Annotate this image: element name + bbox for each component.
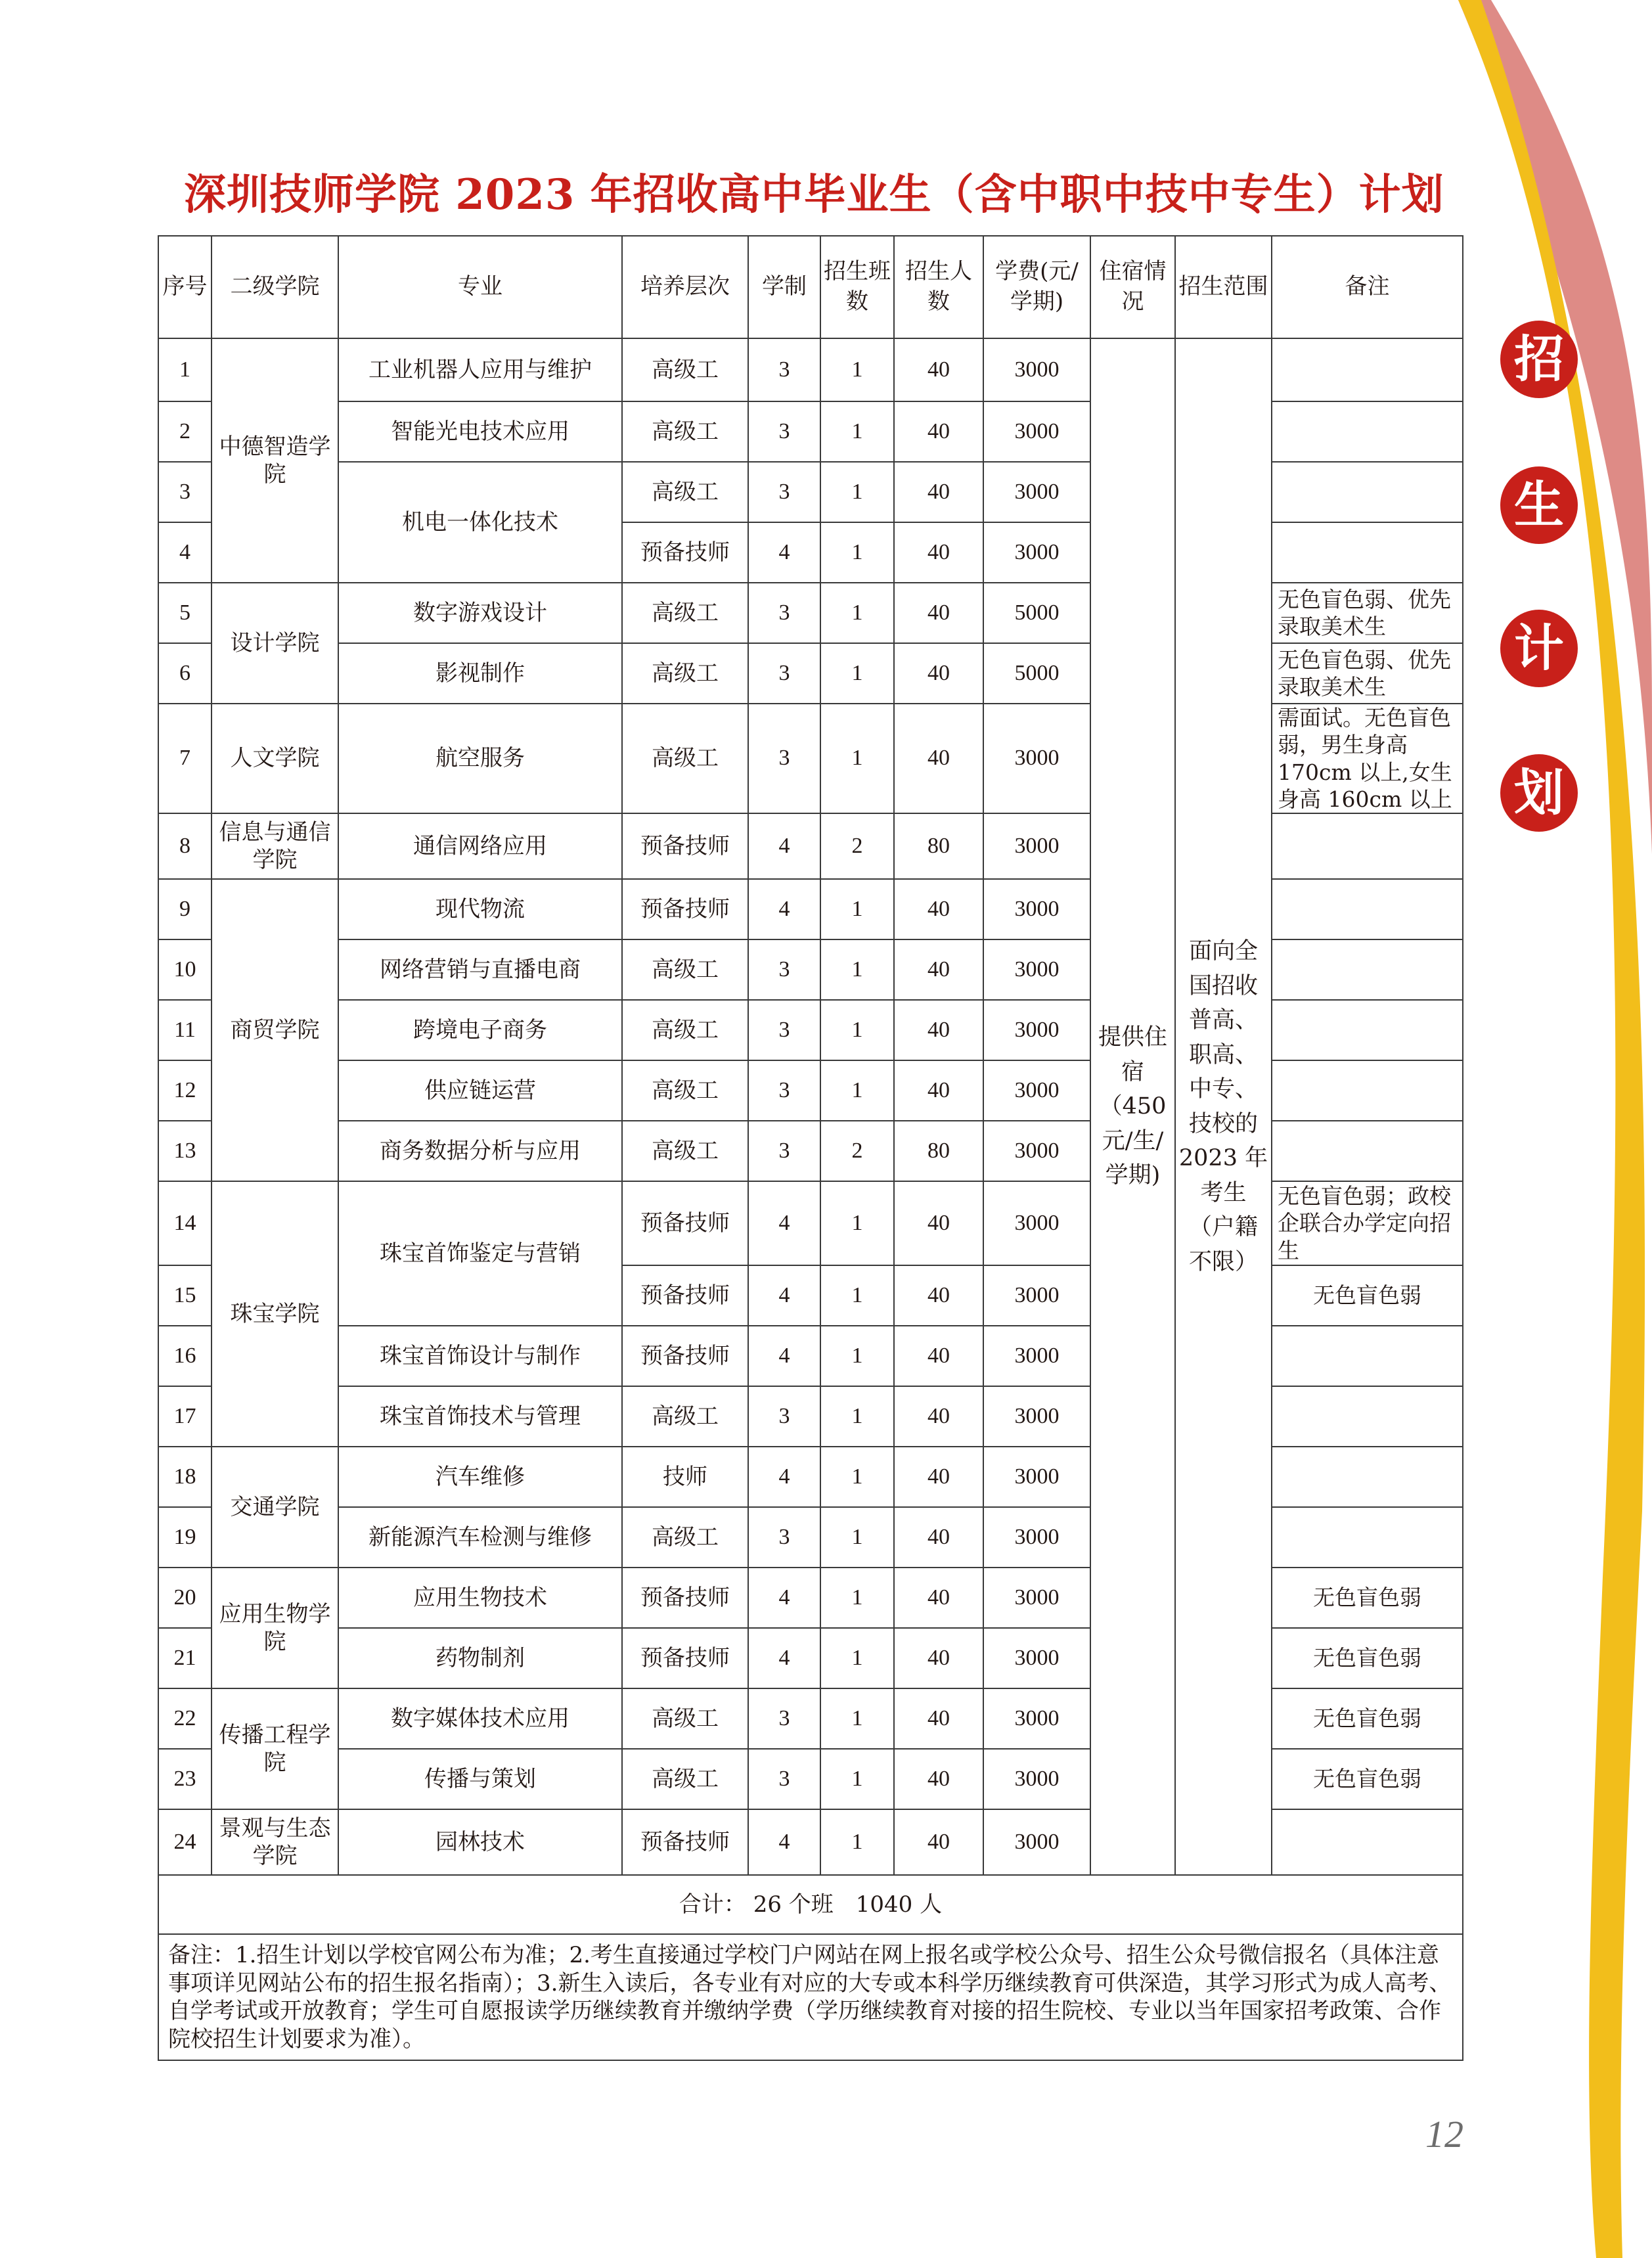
years-cell: 4: [748, 1181, 820, 1265]
students-cell: 40: [894, 1000, 983, 1060]
major-cell: 应用生物技术: [338, 1568, 622, 1628]
row-seq: 2: [158, 401, 212, 462]
college-cell: 信息与通信学院: [212, 813, 338, 879]
remark-cell: [1272, 1060, 1463, 1121]
header-level: 培养层次: [622, 236, 748, 338]
students-cell: 40: [894, 338, 983, 401]
level-cell: 预备技师: [622, 1809, 748, 1875]
students-cell: 40: [894, 939, 983, 1000]
row-seq: 9: [158, 879, 212, 939]
major-cell: 传播与策划: [338, 1749, 622, 1809]
fee-cell: 3000: [983, 1628, 1090, 1688]
years-cell: 3: [748, 1000, 820, 1060]
row-seq: 21: [158, 1628, 212, 1688]
level-cell: 高级工: [622, 643, 748, 704]
row-seq: 5: [158, 583, 212, 643]
remark-cell: 需面试。无色盲色弱，男生身高170cm 以上,女生身高 160cm 以上: [1272, 704, 1463, 813]
level-cell: 高级工: [622, 1749, 748, 1809]
years-cell: 4: [748, 1628, 820, 1688]
row-seq: 11: [158, 1000, 212, 1060]
notes-row: [158, 1934, 1463, 2060]
years-cell: 4: [748, 813, 820, 879]
years-cell: 3: [748, 401, 820, 462]
students-cell: 40: [894, 704, 983, 813]
row-seq: 13: [158, 1121, 212, 1181]
header-college: 二级学院: [212, 236, 338, 338]
seal-zhao: 招: [1500, 321, 1578, 398]
major-cell: 跨境电子商务: [338, 1000, 622, 1060]
header-remark: 备注: [1272, 236, 1463, 338]
header-classes: 招生班数: [820, 236, 894, 338]
major-cell: 通信网络应用: [338, 813, 622, 879]
fee-cell: 3000: [983, 1507, 1090, 1568]
students-cell: 40: [894, 1060, 983, 1121]
row-seq: 6: [158, 643, 212, 704]
level-cell: 高级工: [622, 1688, 748, 1749]
college-cell: 应用生物学院: [212, 1568, 338, 1688]
major-cell: 影视制作: [338, 643, 622, 704]
major-cell: 数字游戏设计: [338, 583, 622, 643]
major-cell: 商务数据分析与应用: [338, 1121, 622, 1181]
fee-cell: 3000: [983, 1121, 1090, 1181]
classes-cell: 1: [820, 1181, 894, 1265]
classes-cell: 1: [820, 401, 894, 462]
remark-cell: [1272, 1326, 1463, 1386]
seal-sheng: 生: [1500, 466, 1578, 544]
row-seq: 17: [158, 1386, 212, 1447]
years-cell: 3: [748, 1507, 820, 1568]
fee-cell: 3000: [983, 401, 1090, 462]
years-cell: 4: [748, 1568, 820, 1628]
classes-cell: 1: [820, 879, 894, 939]
college-cell: 设计学院: [212, 583, 338, 704]
students-cell: 40: [894, 879, 983, 939]
dorm-cell: 提供住宿（450 元/生/学期): [1090, 338, 1175, 1875]
level-cell: 预备技师: [622, 1326, 748, 1386]
header-students: 招生人数: [894, 236, 983, 338]
years-cell: 3: [748, 583, 820, 643]
classes-cell: 1: [820, 1507, 894, 1568]
students-cell: 40: [894, 1181, 983, 1265]
row-seq: 7: [158, 704, 212, 813]
remark-cell: [1272, 1000, 1463, 1060]
level-cell: 预备技师: [622, 522, 748, 583]
classes-cell: 1: [820, 522, 894, 583]
major-cell: 珠宝首饰鉴定与营销: [338, 1181, 622, 1326]
classes-cell: 1: [820, 643, 894, 704]
major-cell: 供应链运营: [338, 1060, 622, 1121]
total-row: [158, 1875, 1463, 1934]
remark-cell: [1272, 1809, 1463, 1875]
header-major: 专业: [338, 236, 622, 338]
major-cell: 现代物流: [338, 879, 622, 939]
years-cell: 3: [748, 338, 820, 401]
major-cell: 工业机器人应用与维护: [338, 338, 622, 401]
years-cell: 3: [748, 939, 820, 1000]
years-cell: 3: [748, 643, 820, 704]
fee-cell: 3000: [983, 1447, 1090, 1507]
college-cell: 中德智造学院: [212, 338, 338, 583]
major-cell: 网络营销与直播电商: [338, 939, 622, 1000]
level-cell: 高级工: [622, 1507, 748, 1568]
seal-ji: 计: [1500, 610, 1578, 687]
fee-cell: 5000: [983, 583, 1090, 643]
level-cell: 预备技师: [622, 1265, 748, 1326]
classes-cell: 2: [820, 1121, 894, 1181]
students-cell: 40: [894, 643, 983, 704]
students-cell: 40: [894, 1447, 983, 1507]
students-cell: 40: [894, 462, 983, 522]
fee-cell: 3000: [983, 1688, 1090, 1749]
remark-cell: 无色盲色弱: [1272, 1749, 1463, 1809]
level-cell: 预备技师: [622, 879, 748, 939]
remark-cell: [1272, 1386, 1463, 1447]
remark-cell: [1272, 939, 1463, 1000]
remark-cell: 无色盲色弱: [1272, 1568, 1463, 1628]
remark-cell: [1272, 338, 1463, 401]
row-seq: 14: [158, 1181, 212, 1265]
classes-cell: 1: [820, 1628, 894, 1688]
college-cell: 珠宝学院: [212, 1181, 338, 1447]
table-row: [158, 338, 1463, 401]
header-fee: 学费(元/学期): [983, 236, 1090, 338]
years-cell: 4: [748, 1265, 820, 1326]
major-cell: 航空服务: [338, 704, 622, 813]
years-cell: 4: [748, 879, 820, 939]
fee-cell: 3000: [983, 338, 1090, 401]
years-cell: 4: [748, 1326, 820, 1386]
college-cell: 交通学院: [212, 1447, 338, 1568]
scope-cell: 面向全国招收普高、职高、中专、技校的 2023 年考生（户籍不限）: [1175, 338, 1272, 1875]
fee-cell: 3000: [983, 939, 1090, 1000]
level-cell: 高级工: [622, 939, 748, 1000]
fee-cell: 5000: [983, 643, 1090, 704]
students-cell: 40: [894, 1568, 983, 1628]
fee-cell: 3000: [983, 1000, 1090, 1060]
header-years: 学制: [748, 236, 820, 338]
students-cell: 40: [894, 1628, 983, 1688]
fee-cell: 3000: [983, 1265, 1090, 1326]
students-cell: 40: [894, 1507, 983, 1568]
major-cell: 珠宝首饰设计与制作: [338, 1326, 622, 1386]
level-cell: 高级工: [622, 1000, 748, 1060]
major-cell: 汽车维修: [338, 1447, 622, 1507]
major-cell: 新能源汽车检测与维修: [338, 1507, 622, 1568]
notes-cell: 备注：1.招生计划以学校官网公布为准；2.考生直接通过学校门户网站在网上报名或学校公众号、招生公众号微信报名（具体注意事项详见网站公布的招生报名指南）；3.新生入读后，各专业有对应的大专或本科学历继续教育可供深造，其学习形式为成人高考、自学考试或开放教育；学生可自愿报读学历继续教育并缴纳学费（学历继续教育对接的招生院校、专业以当年国家招考政策、合作院校招生计划要求为准）。: [158, 1934, 1463, 2060]
page-number: 12: [1425, 2113, 1463, 2156]
years-cell: 3: [748, 1060, 820, 1121]
level-cell: 高级工: [622, 583, 748, 643]
students-cell: 80: [894, 813, 983, 879]
classes-cell: 1: [820, 1326, 894, 1386]
years-cell: 3: [748, 1121, 820, 1181]
remark-cell: [1272, 1507, 1463, 1568]
row-seq: 8: [158, 813, 212, 879]
major-cell: 药物制剂: [338, 1628, 622, 1688]
fee-cell: 3000: [983, 522, 1090, 583]
classes-cell: 1: [820, 338, 894, 401]
classes-cell: 1: [820, 1568, 894, 1628]
level-cell: 预备技师: [622, 1628, 748, 1688]
major-cell: 园林技术: [338, 1809, 622, 1875]
row-seq: 3: [158, 462, 212, 522]
students-cell: 40: [894, 1749, 983, 1809]
remark-cell: 无色盲色弱: [1272, 1688, 1463, 1749]
row-seq: 10: [158, 939, 212, 1000]
classes-cell: 1: [820, 1265, 894, 1326]
students-cell: 80: [894, 1121, 983, 1181]
students-cell: 40: [894, 1688, 983, 1749]
row-seq: 20: [158, 1568, 212, 1628]
seal-hua: 划: [1500, 754, 1578, 832]
years-cell: 4: [748, 1809, 820, 1875]
level-cell: 高级工: [622, 462, 748, 522]
classes-cell: 1: [820, 704, 894, 813]
level-cell: 高级工: [622, 1121, 748, 1181]
major-cell: 数字媒体技术应用: [338, 1688, 622, 1749]
classes-cell: 1: [820, 1060, 894, 1121]
fee-cell: 3000: [983, 813, 1090, 879]
years-cell: 3: [748, 1688, 820, 1749]
fee-cell: 3000: [983, 1809, 1090, 1875]
college-cell: 景观与生态学院: [212, 1809, 338, 1875]
level-cell: 预备技师: [622, 1181, 748, 1265]
total-cell: 合计： 26 个班 1040 人: [158, 1875, 1463, 1934]
major-cell: 机电一体化技术: [338, 462, 622, 583]
classes-cell: 1: [820, 1688, 894, 1749]
college-cell: 传播工程学院: [212, 1688, 338, 1809]
header-dorm: 住宿情况: [1090, 236, 1175, 338]
fee-cell: 3000: [983, 1568, 1090, 1628]
remark-cell: 无色盲色弱: [1272, 1265, 1463, 1326]
years-cell: 3: [748, 462, 820, 522]
fee-cell: 3000: [983, 462, 1090, 522]
years-cell: 3: [748, 704, 820, 813]
students-cell: 40: [894, 583, 983, 643]
remark-cell: [1272, 813, 1463, 879]
row-seq: 24: [158, 1809, 212, 1875]
remark-cell: [1272, 462, 1463, 522]
classes-cell: 1: [820, 939, 894, 1000]
level-cell: 高级工: [622, 1060, 748, 1121]
fee-cell: 3000: [983, 1060, 1090, 1121]
students-cell: 40: [894, 401, 983, 462]
remark-cell: [1272, 1121, 1463, 1181]
classes-cell: 1: [820, 1000, 894, 1060]
level-cell: 高级工: [622, 401, 748, 462]
fee-cell: 3000: [983, 704, 1090, 813]
years-cell: 4: [748, 1447, 820, 1507]
enrollment-plan-table: [158, 235, 1463, 2061]
major-cell: 智能光电技术应用: [338, 401, 622, 462]
fee-cell: 3000: [983, 1386, 1090, 1447]
level-cell: 预备技师: [622, 1568, 748, 1628]
row-seq: 23: [158, 1749, 212, 1809]
remark-cell: [1272, 401, 1463, 462]
students-cell: 40: [894, 1809, 983, 1875]
remark-cell: 无色盲色弱: [1272, 1628, 1463, 1688]
classes-cell: 1: [820, 1749, 894, 1809]
level-cell: 高级工: [622, 704, 748, 813]
remark-cell: 无色盲色弱、优先录取美术生: [1272, 583, 1463, 643]
table-header-row: [158, 236, 1463, 338]
remark-cell: [1272, 522, 1463, 583]
fee-cell: 3000: [983, 1326, 1090, 1386]
classes-cell: 1: [820, 1809, 894, 1875]
students-cell: 40: [894, 1386, 983, 1447]
major-cell: 珠宝首饰技术与管理: [338, 1386, 622, 1447]
page-title: 深圳技师学院 2023 年招收高中毕业生（含中职中技中专生）计划: [184, 170, 1444, 219]
fee-cell: 3000: [983, 1181, 1090, 1265]
classes-cell: 1: [820, 1386, 894, 1447]
remark-cell: 无色盲色弱、优先录取美术生: [1272, 643, 1463, 704]
college-cell: 商贸学院: [212, 879, 338, 1181]
students-cell: 40: [894, 522, 983, 583]
years-cell: 3: [748, 1386, 820, 1447]
remark-cell: [1272, 1447, 1463, 1507]
classes-cell: 2: [820, 813, 894, 879]
college-cell: 人文学院: [212, 704, 338, 813]
remark-cell: [1272, 879, 1463, 939]
years-cell: 3: [748, 1749, 820, 1809]
level-cell: 预备技师: [622, 813, 748, 879]
fee-cell: 3000: [983, 1749, 1090, 1809]
students-cell: 40: [894, 1326, 983, 1386]
row-seq: 16: [158, 1326, 212, 1386]
fee-cell: 3000: [983, 879, 1090, 939]
header-seq: 序号: [158, 236, 212, 338]
row-seq: 4: [158, 522, 212, 583]
row-seq: 15: [158, 1265, 212, 1326]
level-cell: 高级工: [622, 338, 748, 401]
row-seq: 19: [158, 1507, 212, 1568]
remark-cell: 无色盲色弱；政校企联合办学定向招生: [1272, 1181, 1463, 1265]
row-seq: 12: [158, 1060, 212, 1121]
classes-cell: 1: [820, 583, 894, 643]
classes-cell: 1: [820, 1447, 894, 1507]
level-cell: 高级工: [622, 1386, 748, 1447]
years-cell: 4: [748, 522, 820, 583]
students-cell: 40: [894, 1265, 983, 1326]
level-cell: 技师: [622, 1447, 748, 1507]
row-seq: 22: [158, 1688, 212, 1749]
classes-cell: 1: [820, 462, 894, 522]
header-scope: 招生范围: [1175, 236, 1272, 338]
row-seq: 18: [158, 1447, 212, 1507]
row-seq: 1: [158, 338, 212, 401]
